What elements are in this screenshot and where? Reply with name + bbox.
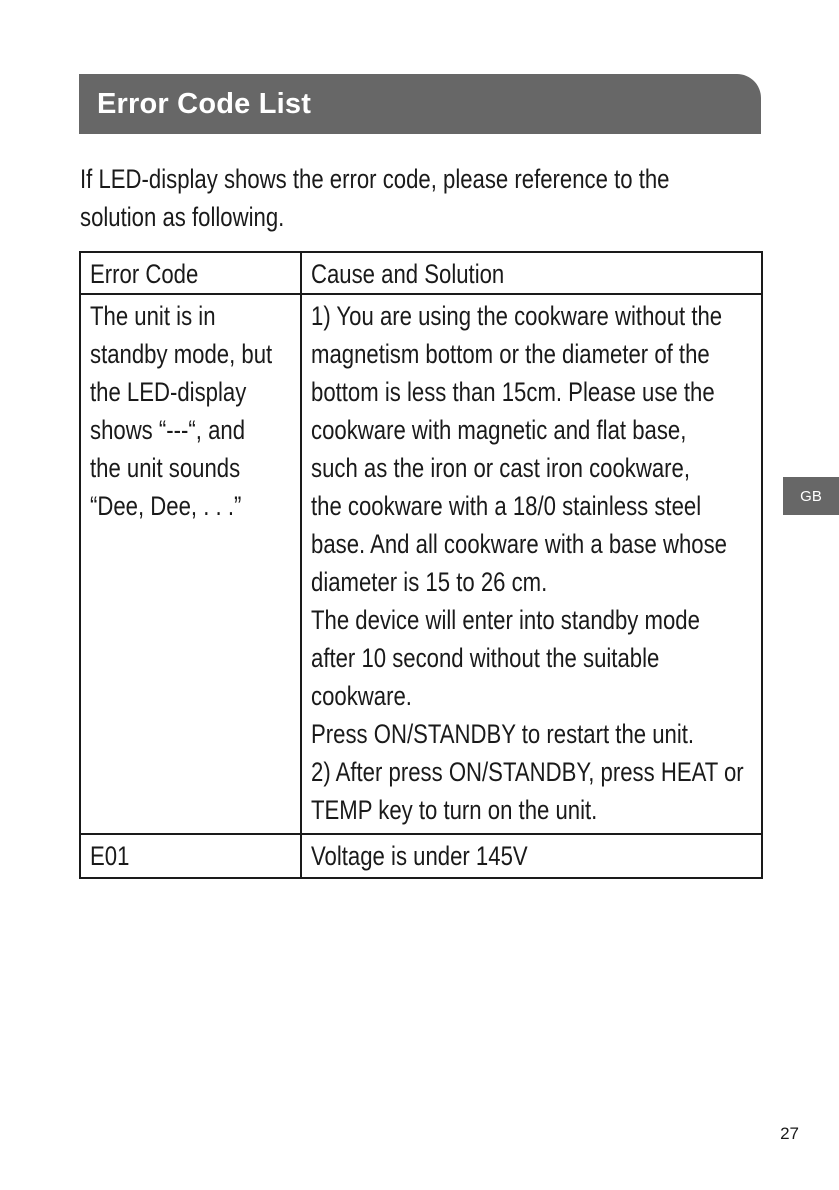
table-header-row xyxy=(80,252,762,294)
language-tab-label: GB xyxy=(800,487,822,505)
error-code-text xyxy=(90,297,300,525)
error-code-cell xyxy=(80,294,301,834)
text-line: diameter is 15 to 26 cm. xyxy=(311,567,548,597)
solution-cell xyxy=(301,834,762,878)
solution-text: Voltage is under 145V xyxy=(311,841,528,871)
header-label: Error Code xyxy=(90,259,199,289)
text-line: 1) You are using the cookware without the xyxy=(311,301,723,331)
text-line: magnetism bottom or the diameter of the xyxy=(311,339,710,369)
text-line: cookware. xyxy=(311,681,412,711)
error-code-cell xyxy=(80,834,301,878)
error-code-table xyxy=(79,251,763,879)
page-number: 27 xyxy=(780,1124,799,1143)
section-title: Error Code List xyxy=(97,87,312,120)
intro-paragraph xyxy=(80,160,670,236)
header-cell-cause-solution xyxy=(301,252,762,294)
text-line: the LED-display xyxy=(90,377,247,407)
intro-line: If LED-display shows the error code, please reference to the xyxy=(80,164,670,194)
text-line: shows “---“, and xyxy=(90,415,246,445)
text-line: The device will enter into standby mode xyxy=(311,605,700,635)
text-line: standby mode, but xyxy=(90,339,273,369)
section-header-bar xyxy=(79,74,761,134)
text-line: the unit sounds xyxy=(90,453,241,483)
text-line: TEMP key to turn on the unit. xyxy=(311,795,598,825)
solution-cell xyxy=(301,294,762,834)
text-line: the cookware with a 18/0 stainless steel xyxy=(311,491,702,521)
language-tab-gb xyxy=(783,477,839,515)
text-line: Press ON/STANDBY to restart the unit. xyxy=(311,719,695,749)
error-code-text: E01 xyxy=(90,841,130,871)
header-cell-error-code xyxy=(80,252,301,294)
text-line: base. And all cookware with a base whose xyxy=(311,529,727,559)
header-label: Cause and Solution xyxy=(311,259,505,289)
text-line: such as the iron or cast iron cookware, xyxy=(311,453,691,483)
solution-text xyxy=(311,297,761,829)
text-line: “Dee, Dee, . . .” xyxy=(90,491,242,521)
text-line: bottom is less than 15cm. Please use the xyxy=(311,377,715,407)
intro-line: solution as following. xyxy=(80,202,285,232)
table-row xyxy=(80,294,762,834)
text-line: after 10 second without the suitable xyxy=(311,643,660,673)
table-row xyxy=(80,834,762,878)
text-line: cookware with magnetic and flat base, xyxy=(311,415,687,445)
text-line: 2) After press ON/STANDBY, press HEAT or xyxy=(311,757,744,787)
text-line: The unit is in xyxy=(90,301,216,331)
